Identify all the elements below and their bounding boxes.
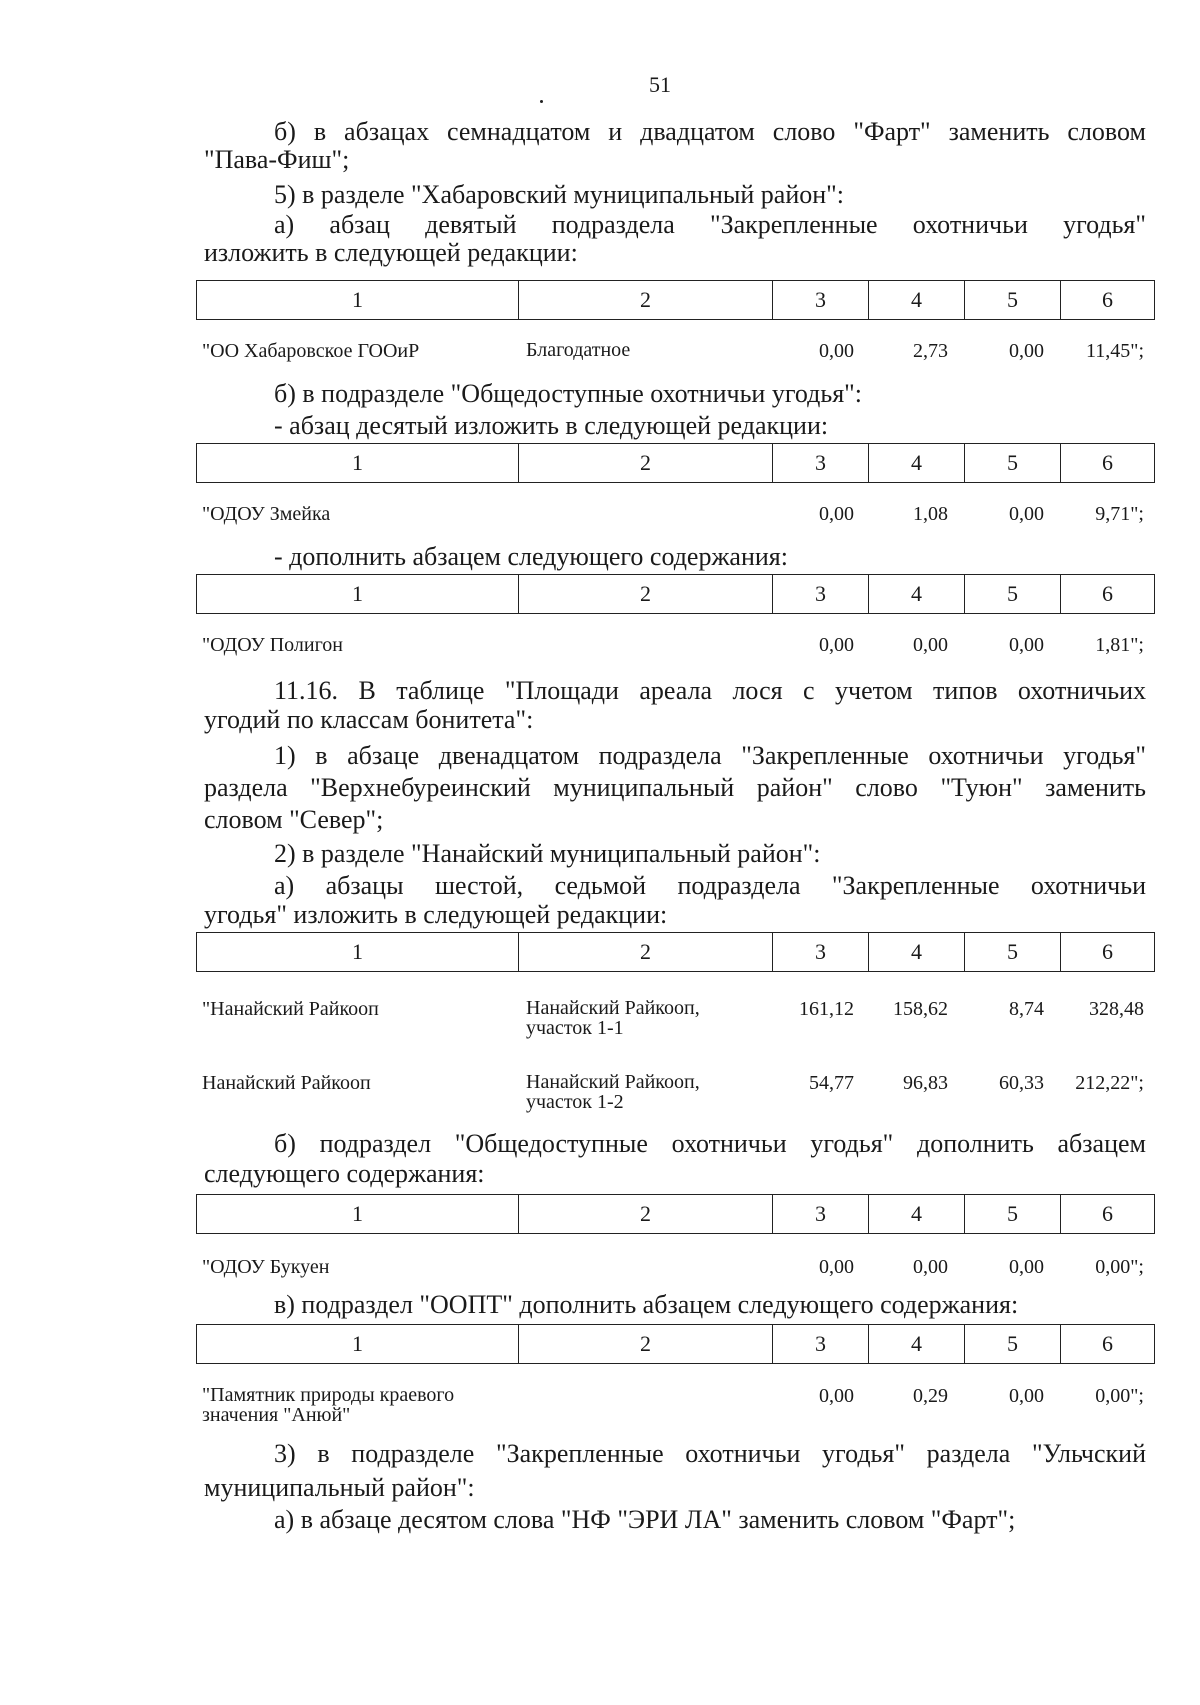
- paragraph-5a: а) абзац девятый подраздела "Закрепленные охотничьи угодья": [274, 210, 1146, 239]
- column-header-table: 1 2 3 4 5 6: [196, 932, 1155, 972]
- paragraph-append: - дополнить абзацем следующего содержания:: [274, 542, 788, 571]
- scan-speck: [540, 100, 543, 103]
- column-header-table: [196, 280, 1155, 320]
- col-3: 3: [773, 281, 869, 320]
- table-row: "ОДОУ Полигон 0,00 0,00 0,00 1,81";: [202, 634, 1144, 656]
- paragraph-3a: а) в абзаце десятом слова "НФ "ЭРИ ЛА" заменить словом "Фарт";: [274, 1505, 1016, 1534]
- paragraph-2a: а) абзацы шестой, седьмой подраздела "Закрепленные охотничьи: [274, 871, 1146, 900]
- paragraph-1-line3: словом "Север";: [204, 805, 384, 834]
- paragraph-b-fart: б) в абзацах семнадцатом и двадцатом слово "Фарт" заменить словом: [274, 117, 1146, 146]
- paragraph-b-public: б) в подразделе "Общедоступные охотничьи угодья":: [274, 379, 862, 408]
- paragraph-2: 2) в разделе "Нанайский муниципальный район":: [274, 839, 821, 868]
- table-row: "ОО Хабаровское ГООиР Благодатное 0,00 2,73 0,00 11,45";: [202, 339, 1144, 362]
- paragraph-11-16-cont: угодий по классам бонитета":: [204, 705, 534, 734]
- column-header-table: 1 2 3 4 5 6: [196, 574, 1155, 614]
- table-row: "ОДОУ Букуен 0,00 0,00 0,00 0,00";: [202, 1256, 1144, 1278]
- col-4: 4: [869, 281, 965, 320]
- paragraph-1-line2: раздела "Верхнебуреинский муниципальный район" слово "Туюн" заменить: [204, 773, 1146, 802]
- paragraph-1: 1) в абзаце двенадцатом подраздела "Закрепленные охотничьи угодья": [274, 741, 1146, 770]
- paragraph-3-cont: муниципальный район":: [204, 1473, 475, 1502]
- paragraph-section-5: 5) в разделе "Хабаровский муниципальный район":: [274, 180, 845, 209]
- col-1: 1: [197, 281, 519, 320]
- paragraph-5a-cont: изложить в следующей редакции:: [204, 238, 578, 267]
- paragraph-2b: б) подраздел "Общедоступные охотничьи угодья" дополнить абзацем: [274, 1129, 1146, 1158]
- paragraph-b-fart-cont: "Пава-Фиш";: [204, 145, 350, 174]
- paragraph-2b-cont: следующего содержания:: [204, 1159, 485, 1188]
- column-header-table: 1 2 3 4 5 6: [196, 1324, 1155, 1364]
- paragraph-11-16: 11.16. В таблице "Площади ареала лося с учетом типов охотничьих: [274, 676, 1146, 705]
- paragraph-3: 3) в подразделе "Закрепленные охотничьи угодья" раздела "Ульчский: [274, 1439, 1146, 1468]
- table-row: "Памятник природы краевого значения "Анюй" 0,00 0,29 0,00 0,00";: [202, 1384, 1144, 1426]
- paragraph-2a-cont: угодья" изложить в следующей редакции:: [204, 900, 668, 929]
- column-header-table: 1 2 3 4 5 6: [196, 443, 1155, 483]
- paragraph-2v: в) подраздел "ООПТ" дополнить абзацем следующего содержания:: [274, 1290, 1019, 1319]
- column-header-table: 1 2 3 4 5 6: [196, 1194, 1155, 1234]
- col-6: 6: [1061, 281, 1155, 320]
- table-row: "Нанайский Райкооп Нанайский Райкооп, участок 1-1 161,12 158,62 8,74 328,48: [202, 997, 1144, 1039]
- paragraph-tenth: - абзац десятый изложить в следующей редакции:: [274, 411, 829, 440]
- table-row: Нанайский Райкооп Нанайский Райкооп, участок 1-2 54,77 96,83 60,33 212,22";: [202, 1071, 1144, 1113]
- page-number: 51: [649, 72, 671, 97]
- col-2: 2: [519, 281, 773, 320]
- col-5: 5: [965, 281, 1061, 320]
- table-row: "ОДОУ Змейка 0,00 1,08 0,00 9,71";: [202, 503, 1144, 525]
